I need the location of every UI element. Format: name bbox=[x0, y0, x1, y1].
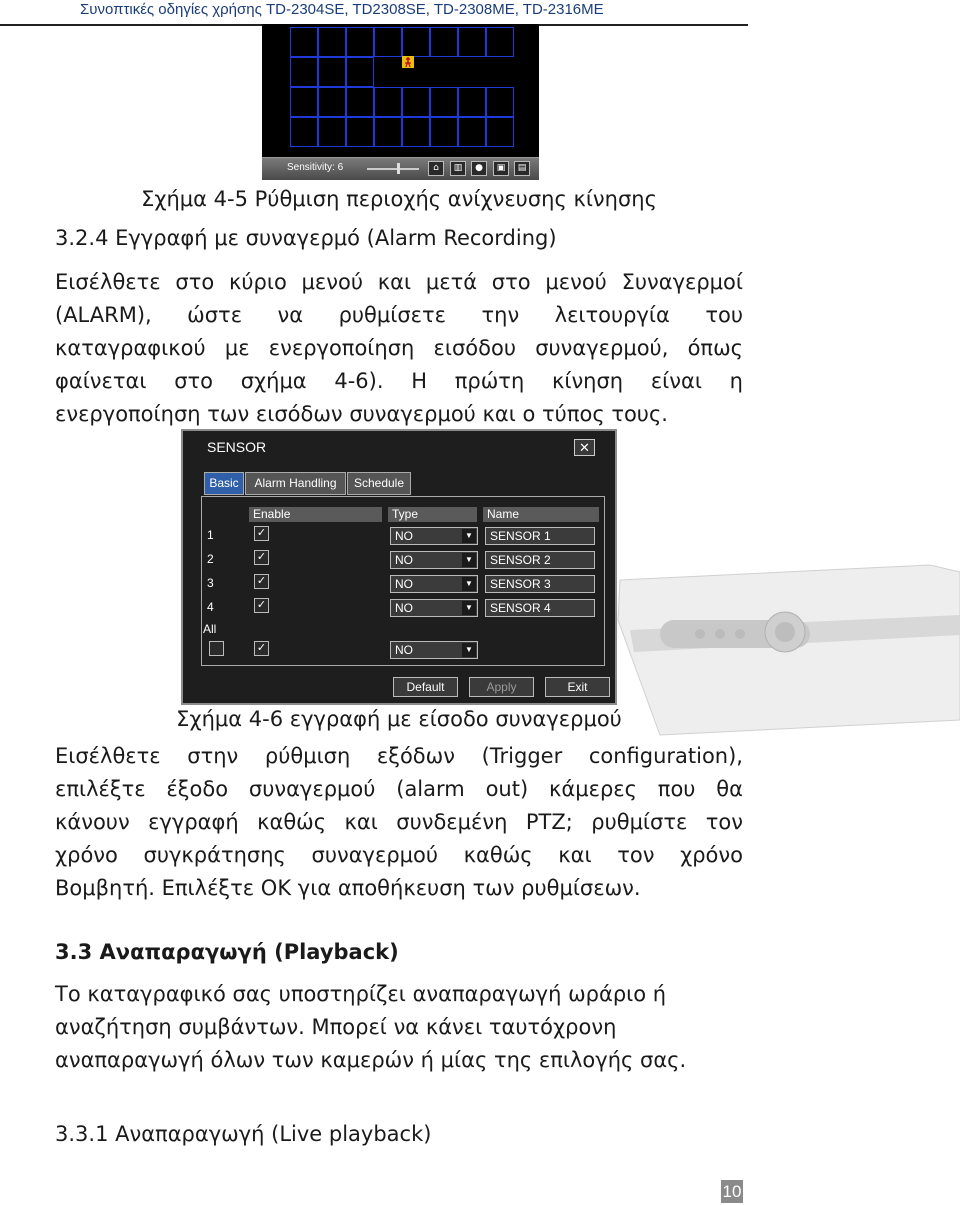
chevron-down-icon: ▼ bbox=[462, 601, 476, 615]
motion-grid-cell[interactable] bbox=[486, 117, 514, 147]
motion-grid-cell[interactable] bbox=[458, 117, 486, 147]
motion-grid-cell[interactable] bbox=[374, 27, 402, 57]
figure-4-6-caption: Σχήμα 4-6 εγγραφή με είσοδο συναγερμού bbox=[176, 707, 622, 731]
motion-grid-cell[interactable] bbox=[458, 87, 486, 117]
save-icon[interactable]: ▣ bbox=[493, 161, 509, 176]
motion-grid-cell[interactable] bbox=[486, 87, 514, 117]
motion-grid-cell[interactable] bbox=[318, 117, 346, 147]
motion-grid-cell[interactable] bbox=[290, 117, 318, 147]
motion-detection-screenshot bbox=[262, 24, 539, 180]
type-select[interactable]: NO ▼ bbox=[390, 575, 478, 593]
row-number: 4 bbox=[207, 600, 214, 614]
user-icon[interactable]: ● bbox=[471, 161, 487, 176]
motion-grid-cell[interactable] bbox=[290, 27, 318, 57]
enable-checkbox[interactable]: ✓ bbox=[254, 598, 269, 613]
paragraph-line: επιλέξτε έξοδο συναγερμού (alarm out) κάμερες που θα bbox=[55, 777, 743, 801]
motion-grid-cell[interactable] bbox=[458, 27, 486, 57]
motion-grid-cell[interactable] bbox=[290, 57, 318, 87]
playback-paragraph bbox=[55, 978, 743, 1077]
motion-alert-icon bbox=[402, 56, 414, 68]
paragraph-line: Εισέλθετε στο κύριο μενού και μετά στο μενού Συναγερμοί bbox=[55, 270, 743, 294]
sensitivity-label: Sensitivity: 6 bbox=[287, 162, 344, 173]
paragraph-line: ενεργοποίηση των εισόδων συναγερμού και ο τύπος τους. bbox=[55, 402, 668, 426]
trigger-configuration-paragraph bbox=[55, 740, 743, 905]
default-button[interactable]: Default bbox=[393, 677, 458, 697]
chevron-down-icon: ▼ bbox=[462, 577, 476, 591]
paragraph-line: αναζήτηση συμβάντων. Μπορεί να κάνει ταυτόχρονη bbox=[55, 1015, 617, 1039]
type-select[interactable]: NO ▼ bbox=[390, 599, 478, 617]
header-title: Συνοπτικές οδηγίες χρήσης TD-2304SE, TD2308SE, TD-2308ME, TD-2316ME bbox=[80, 1, 604, 18]
home-icon[interactable]: ⌂ bbox=[428, 161, 444, 176]
exit-icon[interactable]: ▤ bbox=[514, 161, 530, 176]
section-3-3-heading: 3.3 Αναπαραγωγή (Playback) bbox=[55, 940, 399, 964]
paragraph-line: Το καταγραφικό σας υποστηρίζει αναπαραγωγή ωράριο ή bbox=[55, 982, 667, 1006]
motion-grid-cell[interactable] bbox=[402, 27, 430, 57]
paragraph-line: φαίνεται στο σχήμα 4-6). Η πρώτη κίνηση είναι η bbox=[55, 369, 743, 393]
motion-grid-cell[interactable] bbox=[374, 87, 402, 117]
alarm-recording-paragraph bbox=[55, 266, 743, 431]
figure-4-5-caption: Σχήμα 4-5 Ρύθμιση περιοχής ανίχνευσης κίνησης bbox=[141, 187, 657, 211]
sensor-name-input[interactable]: SENSOR 4 bbox=[485, 599, 595, 617]
motion-grid-cell[interactable] bbox=[346, 57, 374, 87]
chevron-down-icon: ▼ bbox=[462, 643, 476, 657]
paragraph-line: χρόνο συγκράτησης συναγερμού καθώς και τον χρόνο bbox=[55, 843, 743, 867]
page-number: 10 bbox=[722, 1182, 742, 1201]
motion-grid-cell[interactable] bbox=[318, 57, 346, 87]
sensor-dialog bbox=[181, 429, 617, 705]
all-select-checkbox[interactable] bbox=[209, 641, 224, 656]
motion-grid-cell[interactable] bbox=[346, 27, 374, 57]
sensor-name-input[interactable]: SENSOR 1 bbox=[485, 527, 595, 545]
paragraph-line: αναπαραγωγή όλων των καμερών ή μίας της επιλογής σας. bbox=[55, 1048, 687, 1072]
motion-grid-cell[interactable] bbox=[430, 117, 458, 147]
column-header-name: Name bbox=[483, 507, 599, 522]
paragraph-line: (ALARM), ώστε να ρυθμίσετε την λειτουργία του bbox=[55, 303, 743, 327]
trash-icon[interactable]: ▥ bbox=[450, 161, 466, 176]
page-header bbox=[0, 0, 748, 26]
chevron-down-icon: ▼ bbox=[462, 529, 476, 543]
column-header-enable: Enable bbox=[249, 507, 382, 522]
motion-grid-cell[interactable] bbox=[318, 87, 346, 117]
enable-checkbox[interactable]: ✓ bbox=[254, 574, 269, 589]
chevron-down-icon: ▼ bbox=[462, 553, 476, 567]
dialog-title: SENSOR bbox=[207, 439, 267, 455]
motion-grid-cell[interactable] bbox=[346, 117, 374, 147]
exit-button[interactable]: Exit bbox=[545, 677, 610, 697]
motion-grid-cell[interactable] bbox=[346, 87, 374, 117]
motion-grid-cell[interactable] bbox=[318, 27, 346, 57]
motion-grid-cell[interactable] bbox=[486, 27, 514, 57]
type-select[interactable]: NO ▼ bbox=[390, 527, 478, 545]
enable-checkbox[interactable]: ✓ bbox=[254, 550, 269, 565]
paragraph-line: κάνουν εγγραφή καθώς και συνδεμένη PTZ; ρυθμίστε τον bbox=[55, 810, 743, 834]
tab-basic[interactable]: Basic bbox=[204, 472, 244, 495]
tab-alarm-handling[interactable]: Alarm Handling bbox=[245, 472, 346, 495]
all-label: All bbox=[203, 622, 217, 636]
row-number: 2 bbox=[207, 552, 214, 566]
column-header-type: Type bbox=[388, 507, 477, 522]
sensitivity-slider[interactable] bbox=[367, 168, 419, 170]
motion-toolbar bbox=[262, 157, 539, 180]
motion-grid-cell[interactable] bbox=[430, 27, 458, 57]
motion-grid-cell[interactable] bbox=[290, 87, 318, 117]
motion-grid-cell[interactable] bbox=[374, 117, 402, 147]
sensitivity-value: 6 bbox=[337, 162, 344, 173]
close-icon[interactable]: ✕ bbox=[574, 439, 595, 456]
paragraph-line: Εισέλθετε στην ρύθμιση εξόδων (Trigger configuration), bbox=[55, 744, 743, 768]
motion-grid-cell[interactable] bbox=[430, 87, 458, 117]
motion-grid-cell[interactable] bbox=[402, 87, 430, 117]
sensor-name-input[interactable]: SENSOR 3 bbox=[485, 575, 595, 593]
tab-schedule[interactable]: Schedule bbox=[347, 472, 411, 495]
sensor-name-input[interactable]: SENSOR 2 bbox=[485, 551, 595, 569]
motion-grid-cell[interactable] bbox=[402, 117, 430, 147]
all-type-select[interactable]: NO ▼ bbox=[390, 641, 478, 659]
section-3-2-4-heading: 3.2.4 Εγγραφή με συναγερμό (Alarm Recording) bbox=[55, 226, 557, 250]
paragraph-line: Βομβητή. Επιλέξτε ΟΚ για αποθήκευση των ρυθμίσεων. bbox=[55, 876, 641, 900]
sensitivity-slider-knob[interactable] bbox=[397, 163, 400, 174]
row-number: 3 bbox=[207, 576, 214, 590]
type-select[interactable]: NO ▼ bbox=[390, 551, 478, 569]
paragraph-line: καταγραφικού με ενεργοποίηση εισόδου συναγερμού, όπως bbox=[55, 336, 743, 360]
apply-button[interactable]: Apply bbox=[469, 677, 534, 697]
section-3-3-1-heading: 3.3.1 Αναπαραγωγή (Live playback) bbox=[55, 1122, 432, 1146]
enable-checkbox[interactable]: ✓ bbox=[254, 526, 269, 541]
row-number: 1 bbox=[207, 528, 214, 542]
all-enable-checkbox[interactable]: ✓ bbox=[254, 641, 269, 656]
